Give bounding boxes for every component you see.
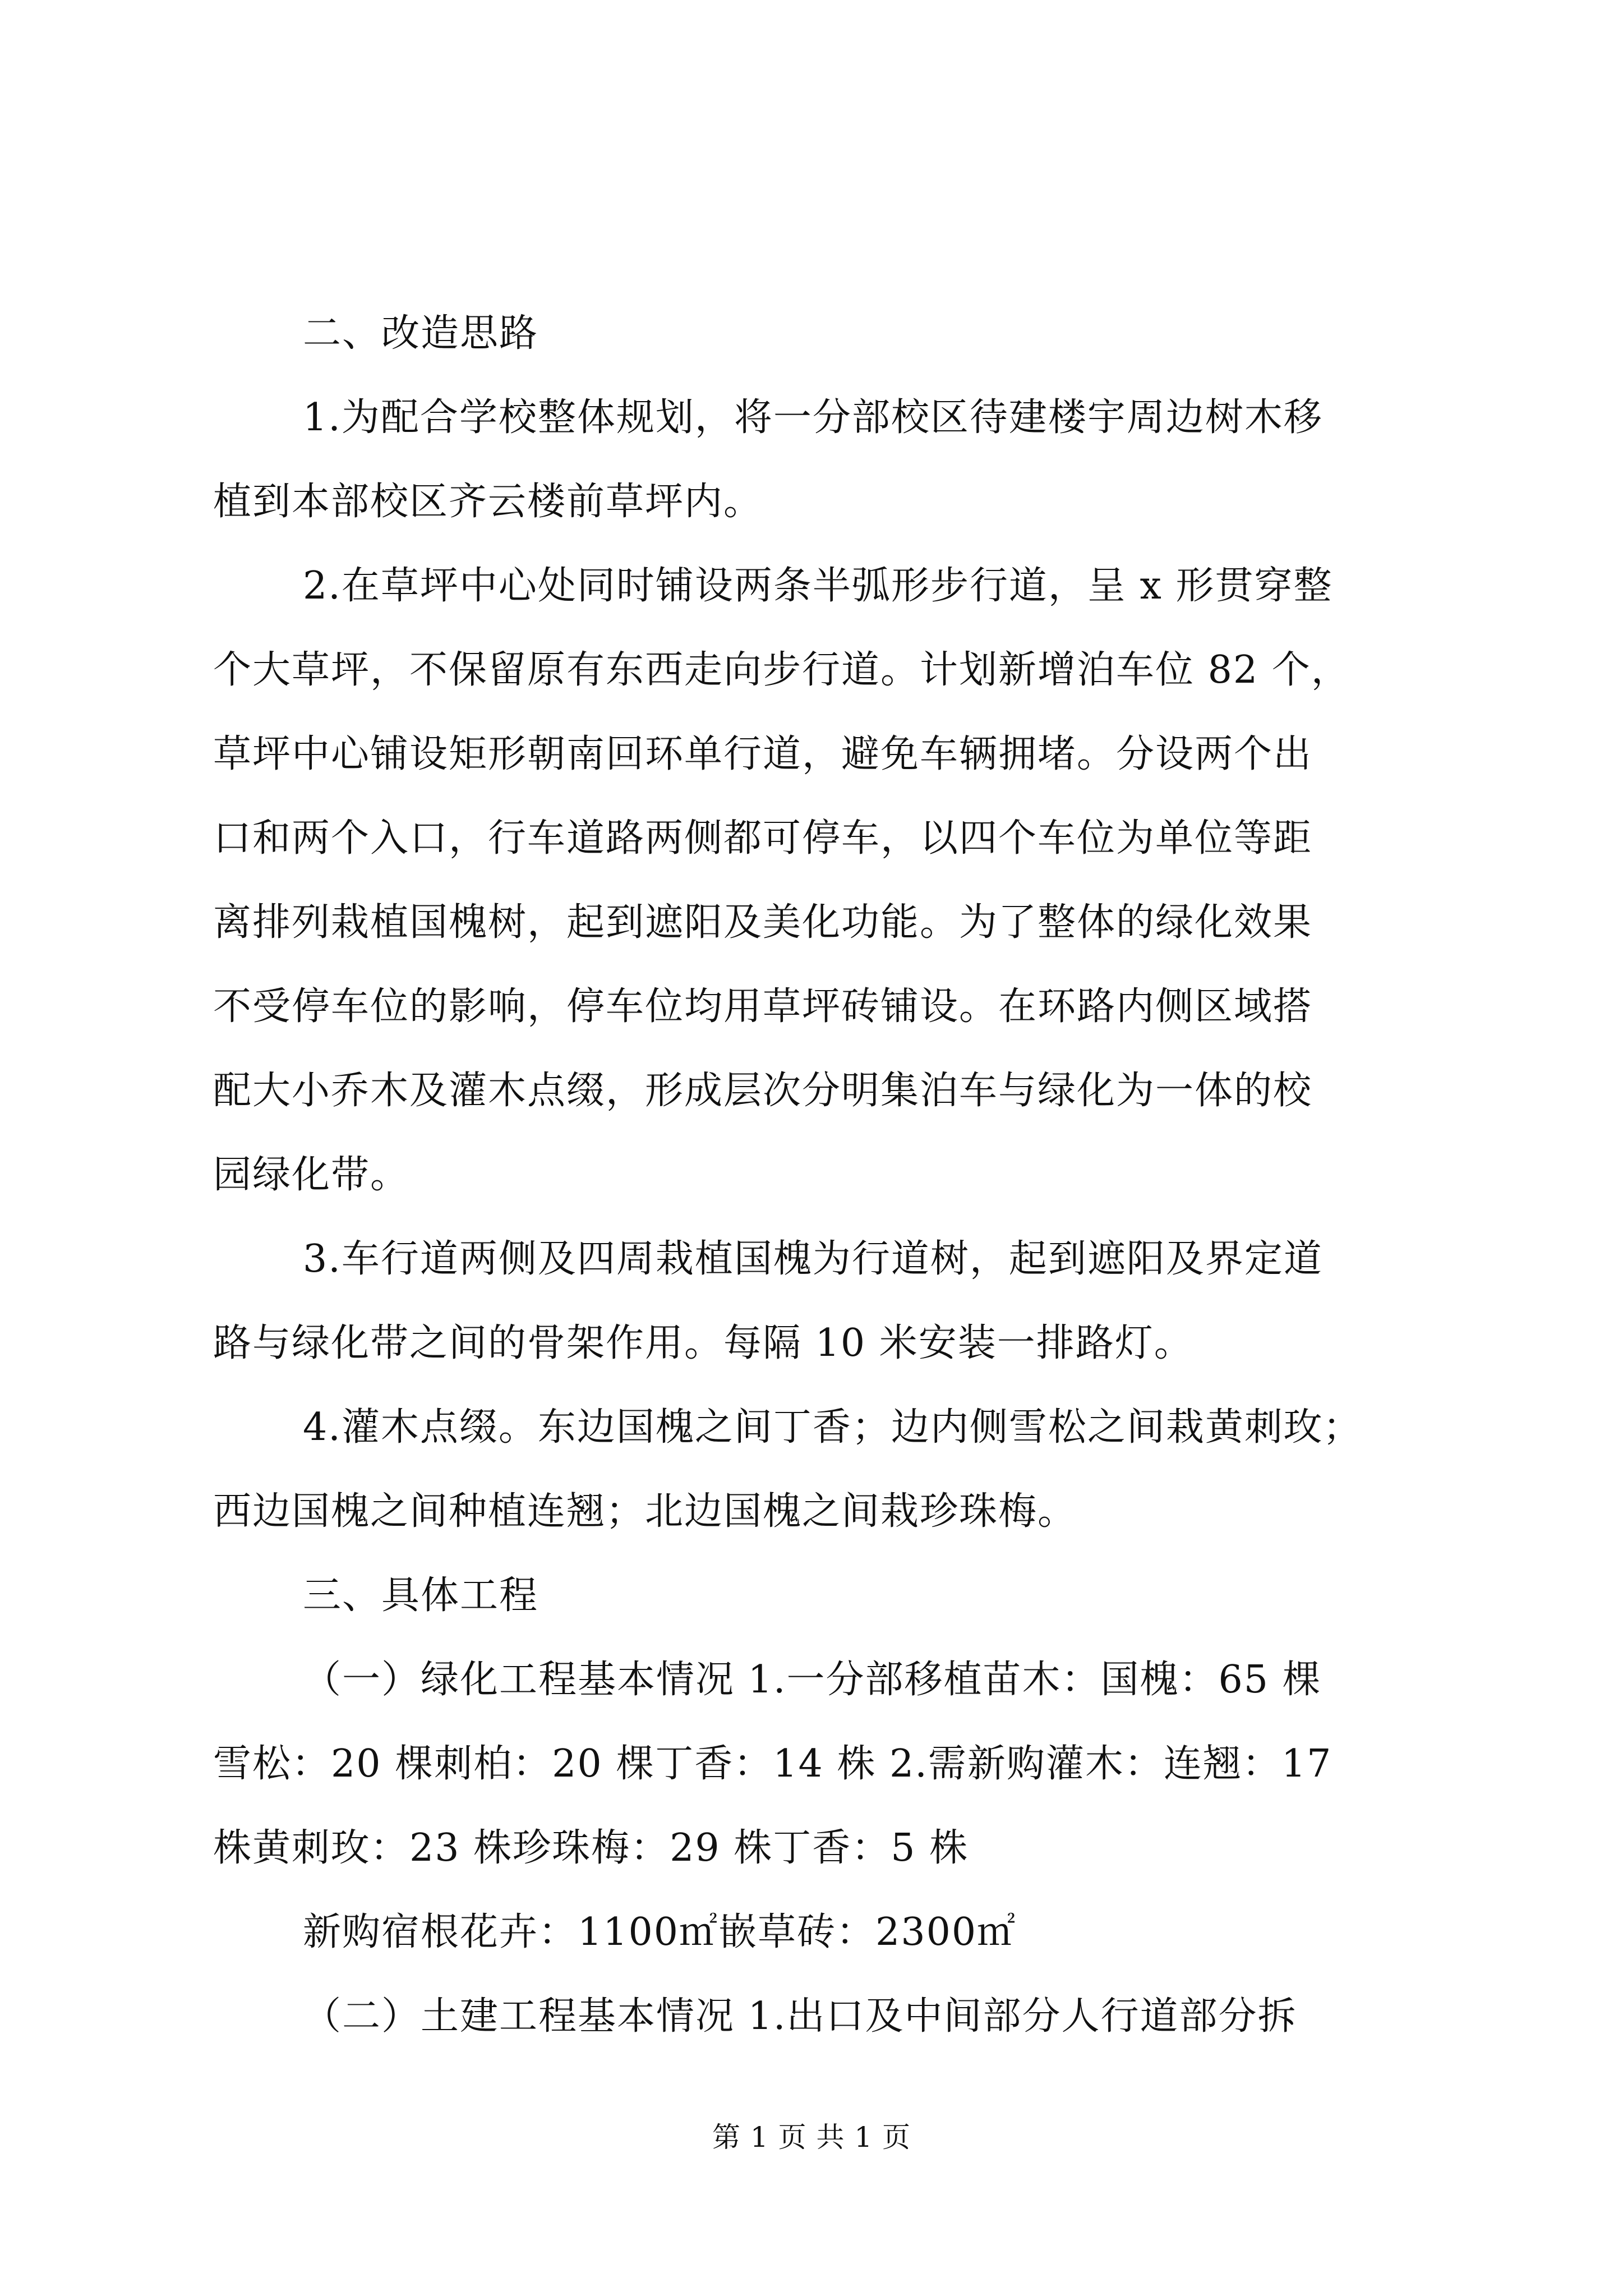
page-number-footer: 第 1 页 共 1 页 bbox=[712, 2121, 911, 2154]
paragraph-line: 2.在草坪中心处同时铺设两条半弧形步行道，呈 x 形贯穿整 bbox=[303, 564, 1333, 608]
paragraph-line: 草坪中心铺设矩形朝南回环单行道，避免车辆拥堵。分设两个出 bbox=[213, 732, 1313, 776]
paragraph-line: 4.灌木点缀。东边国槐之间丁香；边内侧雪松之间栽黄刺玫； bbox=[303, 1405, 1362, 1450]
paragraph-line: 不受停车位的影响，停车位均用草坪砖铺设。在环路内侧区域搭 bbox=[213, 984, 1313, 1029]
paragraph-line: 个大草坪，不保留原有东西走向步行道。计划新增泊车位 82 个， bbox=[213, 648, 1350, 692]
paragraph-line: 株黄刺玫：23 株珍珠梅：29 株丁香：5 株 bbox=[213, 1826, 969, 1870]
section-heading: 二、改造思路 bbox=[303, 311, 539, 356]
paragraph-line: 1.为配合学校整体规划，将一分部校区待建楼宇周边树木移 bbox=[303, 395, 1323, 440]
paragraph-line: 3.车行道两侧及四周栽植国槐为行道树，起到遮阳及界定道 bbox=[303, 1237, 1323, 1281]
paragraph-line: 新购宿根花卉：1100㎡嵌草砖：2300㎡ bbox=[303, 1910, 1017, 1954]
paragraph-line: 路与绿化带之间的骨架作用。每隔 10 米安装一排路灯。 bbox=[213, 1321, 1193, 1365]
paragraph-line: 雪松：20 棵刺柏：20 棵丁香：14 株 2.需新购灌木：连翘：17 bbox=[213, 1742, 1332, 1786]
paragraph-line: 植到本部校区齐云楼前草坪内。 bbox=[213, 480, 763, 524]
paragraph-line: （一）绿化工程基本情况 1.一分部移植苗木：国槐：65 棵 bbox=[303, 1658, 1322, 1702]
document-body bbox=[213, 292, 1413, 2059]
paragraph-line: 配大小乔木及灌木点缀，形成层次分明集泊车与绿化为一体的校 bbox=[213, 1069, 1313, 1113]
paragraph-line: 园绿化带。 bbox=[213, 1153, 410, 1197]
paragraph-line: （二）土建工程基本情况 1.出口及中间部分人行道部分拆 bbox=[303, 1994, 1297, 2039]
paragraph-line: 西边国槐之间种植连翘；北边国槐之间栽珍珠梅。 bbox=[213, 1489, 1077, 1534]
section-heading: 三、具体工程 bbox=[303, 1573, 539, 1618]
paragraph-line: 离排列栽植国槐树，起到遮阳及美化功能。为了整体的绿化效果 bbox=[213, 900, 1313, 945]
paragraph-line: 口和两个入口，行车道路两侧都可停车，以四个车位为单位等距 bbox=[213, 816, 1313, 861]
